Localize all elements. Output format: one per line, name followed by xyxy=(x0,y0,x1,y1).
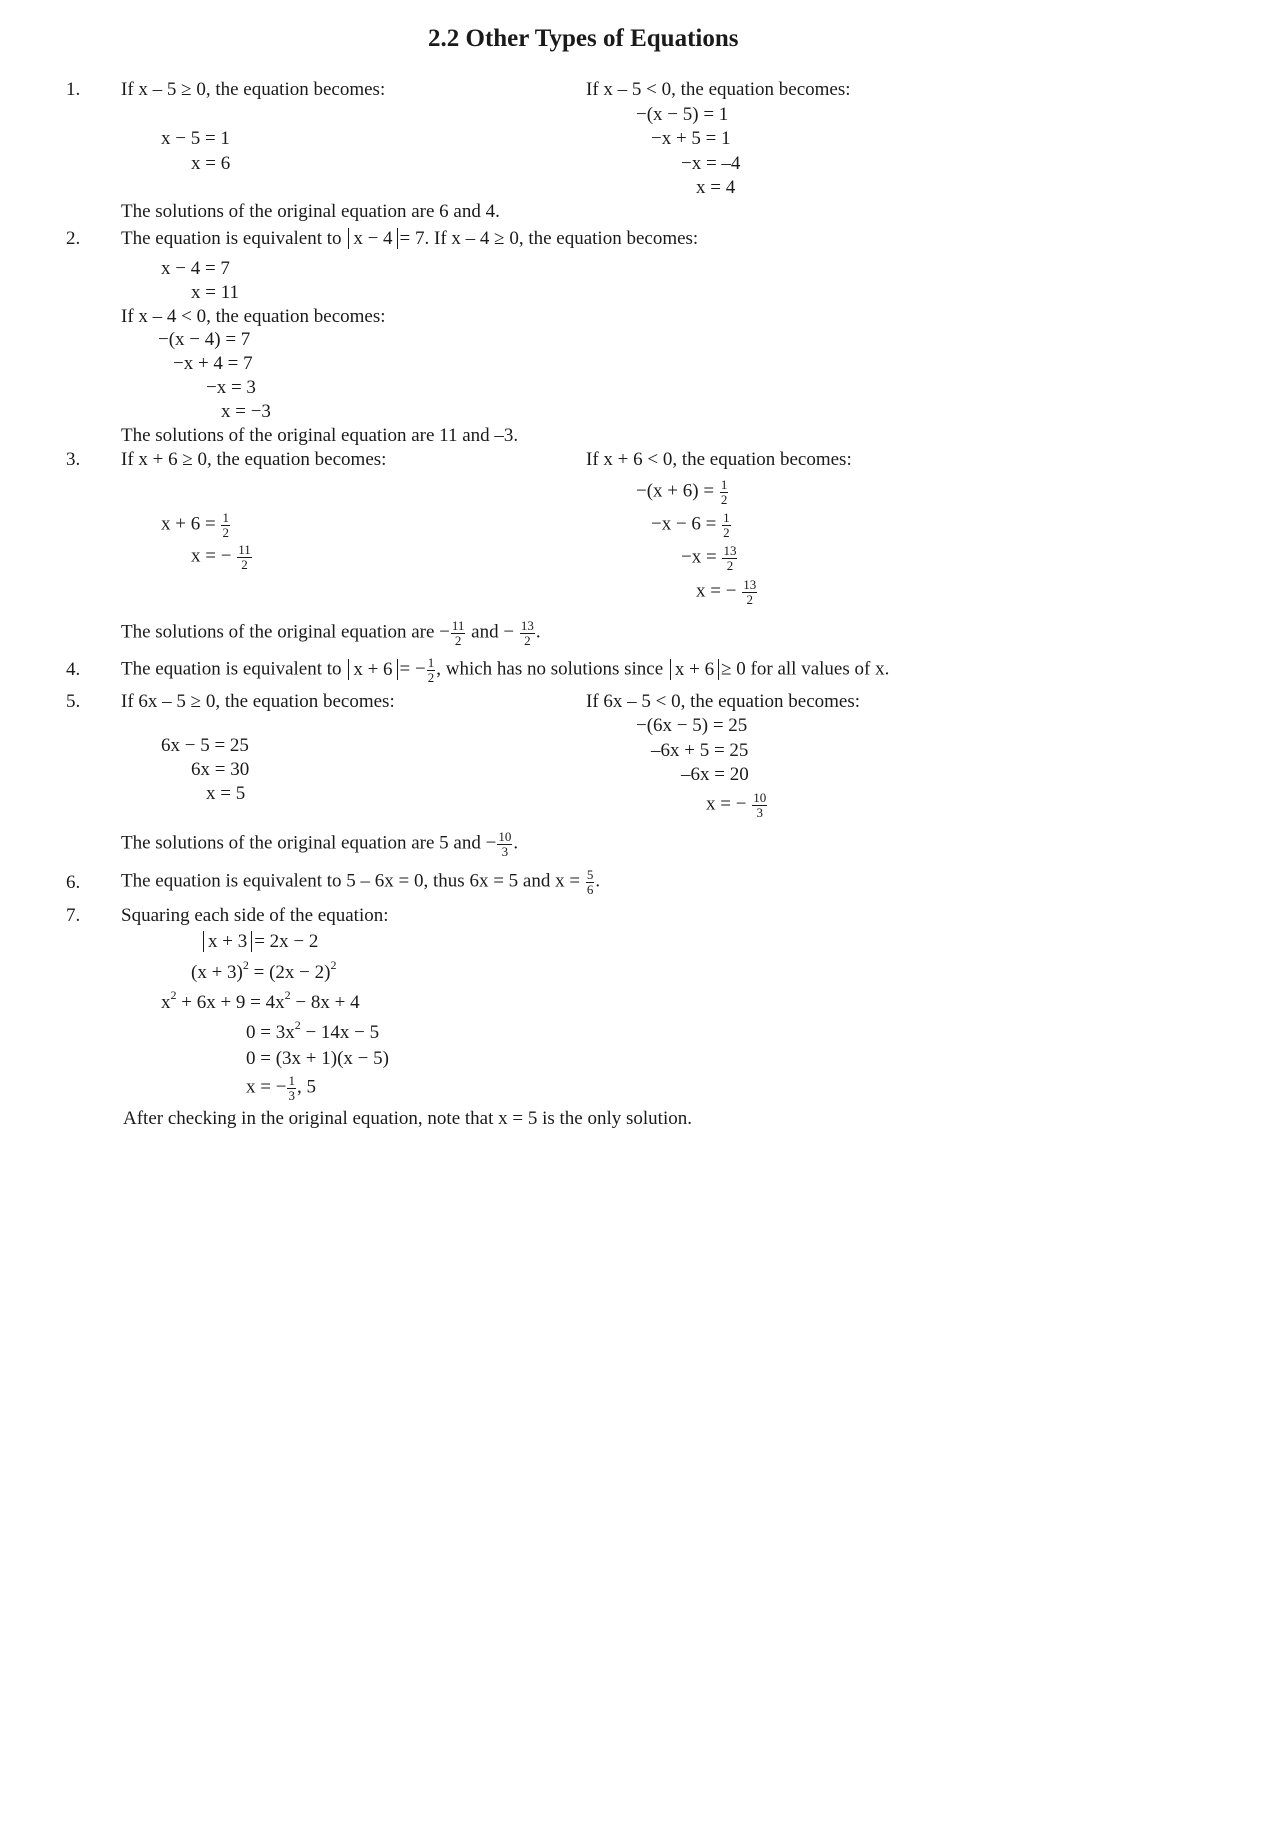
problem-number: 5. xyxy=(66,691,81,712)
case-heading: If x + 6 < 0, the equation becomes: xyxy=(586,449,852,470)
equation-line: –6x + 5 = 25 xyxy=(651,740,749,761)
problem-number: 1. xyxy=(66,79,81,100)
case-heading: If 6x – 5 ≥ 0, the equation becomes: xyxy=(121,691,395,712)
problem-number: 2. xyxy=(66,228,81,249)
equation-line: –6x = 20 xyxy=(681,764,749,785)
problem-number: 3. xyxy=(66,449,81,470)
equation-line: −x = $\frac{13}{2}$ xyxy=(681,543,737,573)
equation-line: −(6x − 5) = 25 xyxy=(636,715,748,736)
fraction: $\frac{10}{3}$ xyxy=(753,790,767,820)
case-heading: If 6x – 5 < 0, the equation becomes: xyxy=(586,691,861,712)
equation-line: $(x + 3)^2 = (2x - 2)^2$ xyxy=(191,957,337,983)
problem-statement: The equation is equivalent to 5 – 6x = 0, thus 6x = 5 and x = $\frac{5}{6}$ . xyxy=(121,867,601,897)
fraction: $\frac{11}{2}$ xyxy=(451,618,465,648)
problem-number: 4. xyxy=(66,659,81,680)
conclusion: The solutions of the original equation are 11 and –3. xyxy=(121,425,519,446)
problem-statement: The equation is equivalent to x − 4 = 7. If x – 4 ≥ 0, the equation becomes: xyxy=(121,228,699,249)
equation-line: x = 4 xyxy=(696,177,736,198)
fraction: $\frac{13}{2}$ xyxy=(520,618,534,648)
fraction: $\frac{1}{2}$ xyxy=(222,510,229,540)
fraction: $\frac{13}{2}$ xyxy=(743,577,757,607)
equation-line: 6x − 5 = 25 xyxy=(161,735,249,756)
conclusion: The solutions of the original equation are − $\frac{11}{2}$ and − $\frac{13}{2}$ . xyxy=(121,618,541,648)
absolute-value: x + 3 xyxy=(203,931,252,952)
equation-line: x − 5 = 1 xyxy=(161,128,230,149)
equation-line: x = 11 xyxy=(191,282,240,303)
fraction: $\frac{13}{2}$ xyxy=(723,543,737,573)
equation-line: x = − $\frac{13}{2}$ xyxy=(696,577,757,607)
conclusion: The solutions of the original equation are 5 and − $\frac{10}{3}$ . xyxy=(121,829,519,859)
equation-line: 6x = 30 xyxy=(191,759,250,780)
absolute-value: x + 6 xyxy=(348,659,397,680)
fraction: $\frac{1}{2}$ xyxy=(723,510,730,540)
equation-line: −(x + 6) = $\frac{1}{2}$ xyxy=(636,477,728,507)
fraction: $\frac{5}{6}$ xyxy=(586,867,594,897)
conclusion: After checking in the original equation, note that x = 5 is the only solution. xyxy=(123,1108,692,1129)
fraction: $\frac{1}{2}$ xyxy=(720,477,728,507)
equation-line: −x = –4 xyxy=(681,153,741,174)
equation-line: −(x − 5) = 1 xyxy=(636,104,729,125)
case-heading: If x – 5 < 0, the equation becomes: xyxy=(586,79,851,100)
problem-number: 6. xyxy=(66,872,81,893)
equation-line: −x + 5 = 1 xyxy=(651,128,731,149)
absolute-value: x − 4 xyxy=(348,228,397,249)
page-title: 2.2 Other Types of Equations xyxy=(428,25,739,52)
equation-line: x + 6 = $\frac{1}{2}$ xyxy=(161,510,229,540)
equation-line: −x = 3 xyxy=(206,377,256,398)
equation-line: −x − 6 = $\frac{1}{2}$ xyxy=(651,510,730,540)
fraction: $\frac{1}{3}$ xyxy=(288,1073,295,1103)
problem-statement: The equation is equivalent to x + 6 = − $\frac{1}{2}$ , which has no solutions since x + 6 ≥ 0 for all values of x. xyxy=(121,655,890,685)
equation-line: $x^2 + 6x + 9 = 4x^2 - 8x + 4$ xyxy=(161,987,360,1013)
step-heading: Squaring each side of the equation: xyxy=(121,905,389,926)
problem-number: 7. xyxy=(66,905,81,926)
fraction: $\frac{11}{2}$ xyxy=(238,542,251,572)
equation-line: x = 6 xyxy=(191,153,231,174)
case-heading: If x – 5 ≥ 0, the equation becomes: xyxy=(121,79,386,100)
equation-line: x = − $\frac{1}{3}$ , 5 xyxy=(246,1073,316,1103)
absolute-value: x + 6 xyxy=(670,659,719,680)
case-heading: If x – 4 < 0, the equation becomes: xyxy=(121,306,386,327)
equation-line: x = −3 xyxy=(221,401,271,422)
equation-line: x = − $\frac{10}{3}$ xyxy=(706,790,767,820)
equation-line: x = 5 xyxy=(206,783,246,804)
equation-line: −(x − 4) = 7 xyxy=(158,329,251,350)
equation-line: −x + 4 = 7 xyxy=(173,353,253,374)
conclusion: The solutions of the original equation are 6 and 4. xyxy=(121,201,500,222)
equation-line: x + 3 = 2x − 2 xyxy=(201,932,318,951)
fraction: $\frac{10}{3}$ xyxy=(498,829,512,859)
equation-line: $0 = 3x^2 - 14x - 5$ xyxy=(246,1017,380,1043)
equation-line: x − 4 = 7 xyxy=(161,258,230,279)
equation-line: 0 = (3x + 1)(x − 5) xyxy=(246,1048,389,1069)
fraction: $\frac{1}{2}$ xyxy=(427,655,435,685)
equation-line: x = − $\frac{11}{2}$ xyxy=(191,542,251,572)
case-heading: If x + 6 ≥ 0, the equation becomes: xyxy=(121,449,387,470)
